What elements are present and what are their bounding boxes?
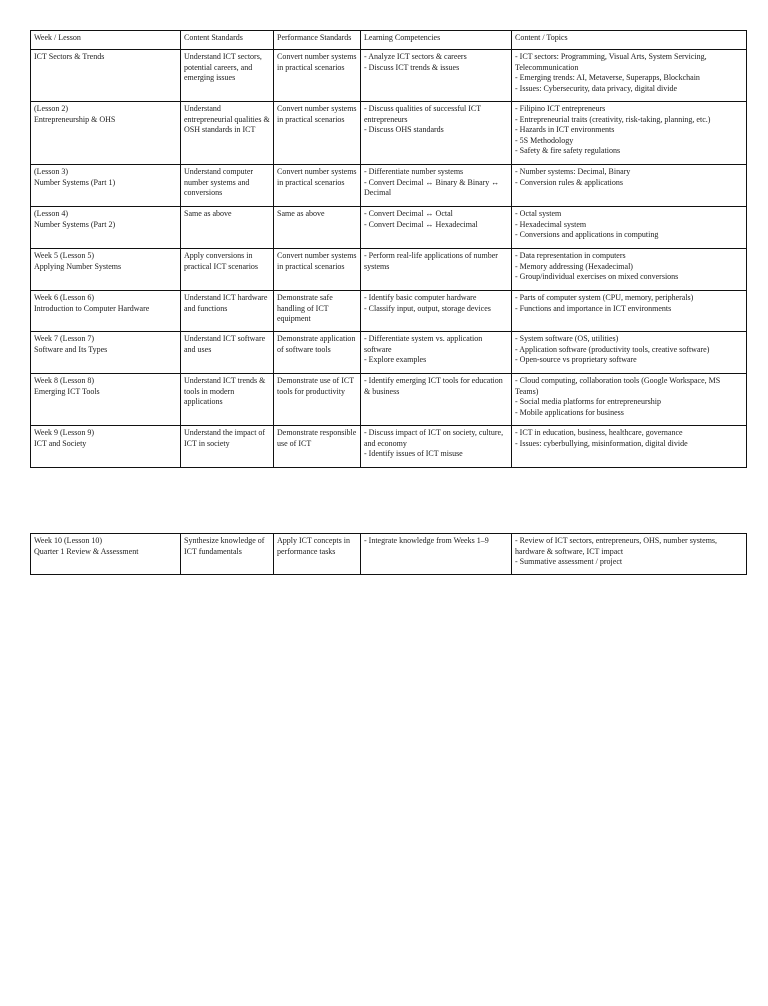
header-content-topics: Content / Topics	[512, 31, 747, 50]
cell-performance-standards: Apply ICT concepts in performance tasks	[274, 534, 361, 575]
cell-content-standards: Understand ICT software and uses	[181, 332, 274, 374]
cell-week-lesson: Week 6 (Lesson 6) Introduction to Computer Hardware	[31, 291, 181, 332]
cell-content-standards: Same as above	[181, 207, 274, 249]
cell-learning-competencies: - Discuss qualities of successful ICT entrepreneurs - Discuss OHS standards	[361, 102, 512, 165]
cell-content-topics: - Cloud computing, collaboration tools (Google Workspace, MS Teams) - Social media platforms for entrepreneurship - Mobile applications for business	[512, 374, 747, 426]
table-header-row	[31, 31, 747, 50]
cell-content-standards: Apply conversions in practical ICT scenarios	[181, 249, 274, 291]
table-row	[31, 249, 747, 291]
header-learning-competencies: Learning Competencies	[361, 31, 512, 50]
table-row	[31, 534, 747, 575]
cell-content-topics: - Octal system - Hexadecimal system - Conversions and applications in computing	[512, 207, 747, 249]
cell-content-topics: - System software (OS, utilities) - Application software (productivity tools, creative software) - Open-source vs proprietary software	[512, 332, 747, 374]
table-row	[31, 102, 747, 165]
cell-learning-competencies: - Differentiate number systems - Convert Decimal ↔ Binary & Binary ↔ Decimal	[361, 165, 512, 207]
cell-performance-standards: Demonstrate use of ICT tools for productivity	[274, 374, 361, 426]
table-row	[31, 374, 747, 426]
cell-learning-competencies: - Differentiate system vs. application software - Explore examples	[361, 332, 512, 374]
cell-content-topics: - Number systems: Decimal, Binary - Conversion rules & applications	[512, 165, 747, 207]
cell-learning-competencies: - Perform real-life applications of number systems	[361, 249, 512, 291]
cell-week-lesson: ICT Sectors & Trends	[31, 50, 181, 102]
curriculum-table	[30, 30, 747, 468]
cell-content-standards: Understand computer number systems and conversions	[181, 165, 274, 207]
cell-learning-competencies: - Convert Decimal ↔ Octal - Convert Decimal ↔ Hexadecimal	[361, 207, 512, 249]
cell-learning-competencies: - Integrate knowledge from Weeks 1–9	[361, 534, 512, 575]
table-row	[31, 207, 747, 249]
cell-content-standards: Understand ICT trends & tools in modern applications	[181, 374, 274, 426]
table-row	[31, 291, 747, 332]
cell-performance-standards: Convert number systems in practical scenarios	[274, 249, 361, 291]
header-performance-standards: Performance Standards	[274, 31, 361, 50]
cell-content-standards: Understand ICT hardware and functions	[181, 291, 274, 332]
header-week-lesson: Week / Lesson	[31, 31, 181, 50]
curriculum-table-continued	[30, 533, 747, 575]
cell-content-topics: - Filipino ICT entrepreneurs - Entrepreneurial traits (creativity, risk-taking, planning, etc.) - Hazards in ICT environments - 5S Methodology - Safety & fire safety regulations	[512, 102, 747, 165]
cell-performance-standards: Convert number systems in practical scenarios	[274, 165, 361, 207]
table-row	[31, 332, 747, 374]
cell-content-topics: - Review of ICT sectors, entrepreneurs, OHS, number systems, hardware & software, ICT impact - Summative assessment / project	[512, 534, 747, 575]
table-row	[31, 426, 747, 468]
cell-performance-standards: Convert number systems in practical scenarios	[274, 102, 361, 165]
cell-learning-competencies: - Identify basic computer hardware - Classify input, output, storage devices	[361, 291, 512, 332]
cell-content-standards: Understand the impact of ICT in society	[181, 426, 274, 468]
cell-learning-competencies: - Discuss impact of ICT on society, culture, and economy - Identify issues of ICT misuse	[361, 426, 512, 468]
cell-content-topics: - Parts of computer system (CPU, memory, peripherals) - Functions and importance in ICT environments	[512, 291, 747, 332]
cell-content-topics: - ICT in education, business, healthcare, governance - Issues: cyberbullying, misinformation, digital divide	[512, 426, 747, 468]
cell-week-lesson: (Lesson 3) Number Systems (Part 1)	[31, 165, 181, 207]
cell-week-lesson: Week 10 (Lesson 10) Quarter 1 Review & Assessment	[31, 534, 181, 575]
cell-content-standards: Understand entrepreneurial qualities & OSH standards in ICT	[181, 102, 274, 165]
table-row	[31, 50, 747, 102]
cell-learning-competencies: - Analyze ICT sectors & careers - Discuss ICT trends & issues	[361, 50, 512, 102]
cell-week-lesson: (Lesson 4) Number Systems (Part 2)	[31, 207, 181, 249]
cell-content-topics: - Data representation in computers - Memory addressing (Hexadecimal) - Group/individual exercises on mixed conversions	[512, 249, 747, 291]
cell-content-topics: - ICT sectors: Programming, Visual Arts, System Servicing, Telecommunication - Emerging trends: AI, Metaverse, Superapps, Blockchain - Issues: Cybersecurity, data privacy, digital divide	[512, 50, 747, 102]
cell-performance-standards: Demonstrate application of software tools	[274, 332, 361, 374]
cell-learning-competencies: - Identify emerging ICT tools for education & business	[361, 374, 512, 426]
cell-performance-standards: Demonstrate safe handling of ICT equipment	[274, 291, 361, 332]
cell-performance-standards: Convert number systems in practical scenarios	[274, 50, 361, 102]
cell-week-lesson: Week 9 (Lesson 9) ICT and Society	[31, 426, 181, 468]
table-row	[31, 165, 747, 207]
cell-content-standards: Understand ICT sectors, potential careers, and emerging issues	[181, 50, 274, 102]
cell-week-lesson: Week 7 (Lesson 7) Software and Its Types	[31, 332, 181, 374]
cell-content-standards: Synthesize knowledge of ICT fundamentals	[181, 534, 274, 575]
cell-week-lesson: (Lesson 2) Entrepreneurship & OHS	[31, 102, 181, 165]
cell-week-lesson: Week 8 (Lesson 8) Emerging ICT Tools	[31, 374, 181, 426]
cell-week-lesson: Week 5 (Lesson 5) Applying Number Systems	[31, 249, 181, 291]
header-content-standards: Content Standards	[181, 31, 274, 50]
cell-performance-standards: Same as above	[274, 207, 361, 249]
cell-performance-standards: Demonstrate responsible use of ICT	[274, 426, 361, 468]
